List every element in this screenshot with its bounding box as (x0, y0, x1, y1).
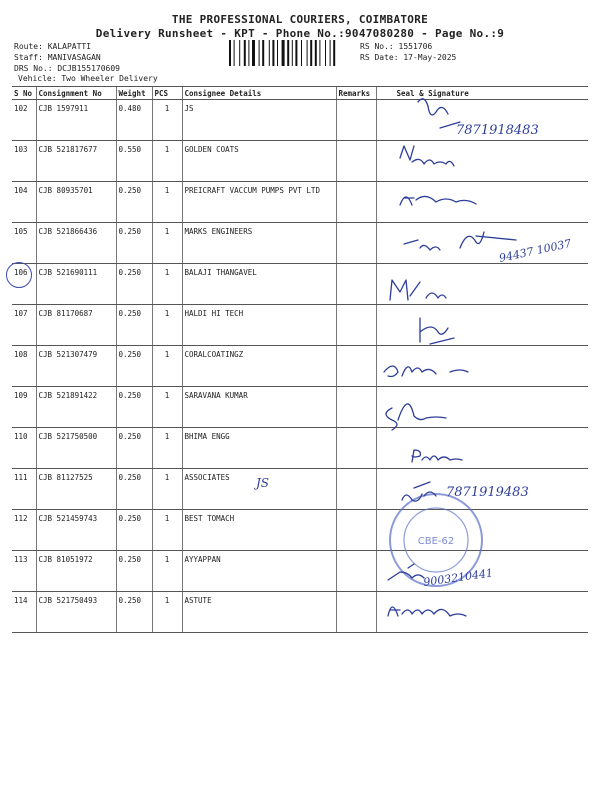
barcode-bar (262, 40, 264, 66)
cell-pcs: 1 (152, 100, 182, 141)
cell-consignee: ASSOCIATES (182, 469, 336, 510)
col-header-signature: Seal & Signature (376, 87, 588, 100)
cell-weight: 0.250 (116, 469, 152, 510)
cell-pcs: 1 (152, 551, 182, 592)
staff-label: Staff: MANIVASAGAN (14, 53, 101, 62)
cell-weight: 0.250 (116, 264, 152, 305)
col-header-consignment: Consignment No (36, 87, 116, 100)
rs-date: RS Date: 17-May-2025 (360, 53, 457, 62)
cell-consignment: CJB 81170687 (36, 305, 116, 346)
company-stamp (386, 490, 486, 590)
table-row (12, 264, 588, 305)
barcode-bar (244, 40, 246, 66)
cell-weight: 0.250 (116, 305, 152, 346)
cell-pcs: 1 (152, 223, 182, 264)
cell-weight: 0.250 (116, 428, 152, 469)
cell-weight: 0.250 (116, 592, 152, 633)
cell-consignee: AYYAPPAN (182, 551, 336, 592)
cell-weight: 0.250 (116, 182, 152, 223)
barcode-bar (310, 40, 312, 66)
cell-consignment: CJB 521307479 (36, 346, 116, 387)
barcode-bar (319, 40, 320, 66)
stamp-text: CBE-62 (417, 536, 455, 547)
cell-signature (376, 223, 588, 264)
runsheet-subtitle: Delivery Runsheet - KPT - Phone No.:9047080280 - Page No.:9 (95, 27, 505, 40)
cell-consignee: BALAJI THANGAVEL (182, 264, 336, 305)
cell-sno: 104 (12, 182, 36, 223)
handwritten-note: JS (256, 476, 270, 490)
cell-consignment: CJB 521817677 (36, 141, 116, 182)
cell-remarks (336, 592, 376, 633)
cell-sno: 114 (12, 592, 36, 633)
cell-sno: 106 (12, 264, 36, 305)
cell-weight: 0.250 (116, 510, 152, 551)
cell-weight: 0.250 (116, 223, 152, 264)
cell-remarks (336, 264, 376, 305)
cell-pcs: 1 (152, 346, 182, 387)
cell-remarks (336, 346, 376, 387)
cell-consignment: CJB 521459743 (36, 510, 116, 551)
barcode-bar (229, 40, 231, 66)
sig-phone-105: 94437 10037 (497, 236, 573, 265)
table-row (12, 100, 588, 141)
cell-remarks (336, 182, 376, 223)
barcode-bar (292, 40, 293, 66)
table-row (12, 428, 588, 469)
cell-consignee: CORALCOATINGZ (182, 346, 336, 387)
cell-sno: 111 (12, 469, 36, 510)
cell-sno: 109 (12, 387, 36, 428)
cell-remarks (336, 510, 376, 551)
drs-number: DRS No.: DCJB155170609 (14, 64, 120, 73)
col-header-pcs: PCS (152, 87, 182, 100)
cell-sno: 112 (12, 510, 36, 551)
cell-signature (376, 264, 588, 305)
cell-pcs: 1 (152, 387, 182, 428)
col-header-consignee: Consignee Details (182, 87, 336, 100)
col-header-remarks: Remarks (336, 87, 376, 100)
cell-signature (376, 428, 588, 469)
col-header-sno: S No (12, 87, 36, 100)
cell-consignee: ASTUTE (182, 592, 336, 633)
cell-pcs: 1 (152, 141, 182, 182)
cell-sno: 105 (12, 223, 36, 264)
cell-sno: 110 (12, 428, 36, 469)
cell-sno: 108 (12, 346, 36, 387)
table-row (12, 551, 588, 592)
cell-signature (376, 592, 588, 633)
barcode-bar (333, 40, 335, 66)
barcode-bar (330, 40, 331, 66)
cell-remarks (336, 100, 376, 141)
barcode-bar (315, 40, 317, 66)
cell-consignment: CJB 521750500 (36, 428, 116, 469)
table-row (12, 510, 588, 551)
cell-signature (376, 141, 588, 182)
table-row (12, 346, 588, 387)
cell-consignment: CJB 521750493 (36, 592, 116, 633)
barcode-bar (307, 40, 308, 66)
cell-consignment: CJB 81051972 (36, 551, 116, 592)
barcode-bar (252, 40, 255, 66)
cell-consignment: CJB 521866436 (36, 223, 116, 264)
cell-consignment: CJB 80935701 (36, 182, 116, 223)
table-row (12, 223, 588, 264)
cell-remarks (336, 141, 376, 182)
cell-consignee: BHIMA ENGG (182, 428, 336, 469)
table-row (12, 592, 588, 633)
cell-remarks (336, 551, 376, 592)
vehicle-label: Vehicle: Two Wheeler Delivery (18, 74, 158, 83)
sig-phone-111: 7871919483 (446, 485, 529, 500)
barcode-bar (239, 40, 240, 66)
cell-consignment: CJB 521891422 (36, 387, 116, 428)
route-label: Route: KALAPATTI (14, 42, 92, 51)
cell-consignee: JS (182, 100, 336, 141)
barcode-bar (287, 40, 289, 66)
cell-consignee: BEST TOMACH (182, 510, 336, 551)
barcode-bar (248, 40, 249, 66)
cell-remarks (336, 387, 376, 428)
col-header-weight: Weight (116, 87, 152, 100)
cell-pcs: 1 (152, 182, 182, 223)
table-row (12, 182, 588, 223)
cell-weight: 0.480 (116, 100, 152, 141)
cell-signature (376, 305, 588, 346)
cell-pcs: 1 (152, 592, 182, 633)
table-header-row (12, 87, 588, 100)
barcode-bar (325, 40, 326, 66)
table-row (12, 387, 588, 428)
barcode-bar (259, 40, 260, 66)
table-row (12, 141, 588, 182)
cell-signature (376, 387, 588, 428)
cell-consignee: GOLDEN COATS (182, 141, 336, 182)
cell-consignment: CJB 81127525 (36, 469, 116, 510)
cell-signature (376, 346, 588, 387)
cell-signature (376, 182, 588, 223)
cell-pcs: 1 (152, 305, 182, 346)
cell-weight: 0.250 (116, 387, 152, 428)
cell-remarks (336, 469, 376, 510)
cell-consignment: CJB 521690111 (36, 264, 116, 305)
cell-signature (376, 100, 588, 141)
company-title: THE PROFESSIONAL COURIERS, COIMBATORE (171, 13, 429, 26)
circle-mark (6, 262, 32, 288)
table-row (12, 305, 588, 346)
cell-weight: 0.550 (116, 141, 152, 182)
cell-pcs: 1 (152, 469, 182, 510)
cell-sno: 107 (12, 305, 36, 346)
cell-sno: 113 (12, 551, 36, 592)
rs-number: RS No.: 1551706 (360, 42, 433, 51)
sig-phone-102: 7871918483 (456, 123, 539, 138)
barcode (228, 40, 354, 66)
cell-consignee: SARAVANA KUMAR (182, 387, 336, 428)
cell-weight: 0.250 (116, 346, 152, 387)
cell-consignee: PREICRAFT VACCUM PUMPS PVT LTD (182, 182, 336, 223)
cell-pcs: 1 (152, 428, 182, 469)
barcode-bar (272, 40, 274, 66)
barcode-bar (269, 40, 270, 66)
cell-pcs: 1 (152, 264, 182, 305)
cell-remarks (336, 223, 376, 264)
cell-remarks (336, 305, 376, 346)
table-row (12, 469, 588, 510)
barcode-bar (282, 40, 285, 66)
cell-consignment: CJB 1597911 (36, 100, 116, 141)
sig-phone-113: 9003210441 (422, 566, 494, 589)
barcode-bar (234, 40, 235, 66)
cell-remarks (336, 428, 376, 469)
cell-sno: 102 (12, 100, 36, 141)
cell-pcs: 1 (152, 510, 182, 551)
cell-consignee: MARKS ENGINEERS (182, 223, 336, 264)
barcode-bar (301, 40, 302, 66)
cell-sno: 103 (12, 141, 36, 182)
barcode-bar (277, 40, 278, 66)
runsheet-table (12, 86, 588, 633)
barcode-bar (295, 40, 297, 66)
cell-weight: 0.250 (116, 551, 152, 592)
cell-consignee: HALDI HI TECH (182, 305, 336, 346)
